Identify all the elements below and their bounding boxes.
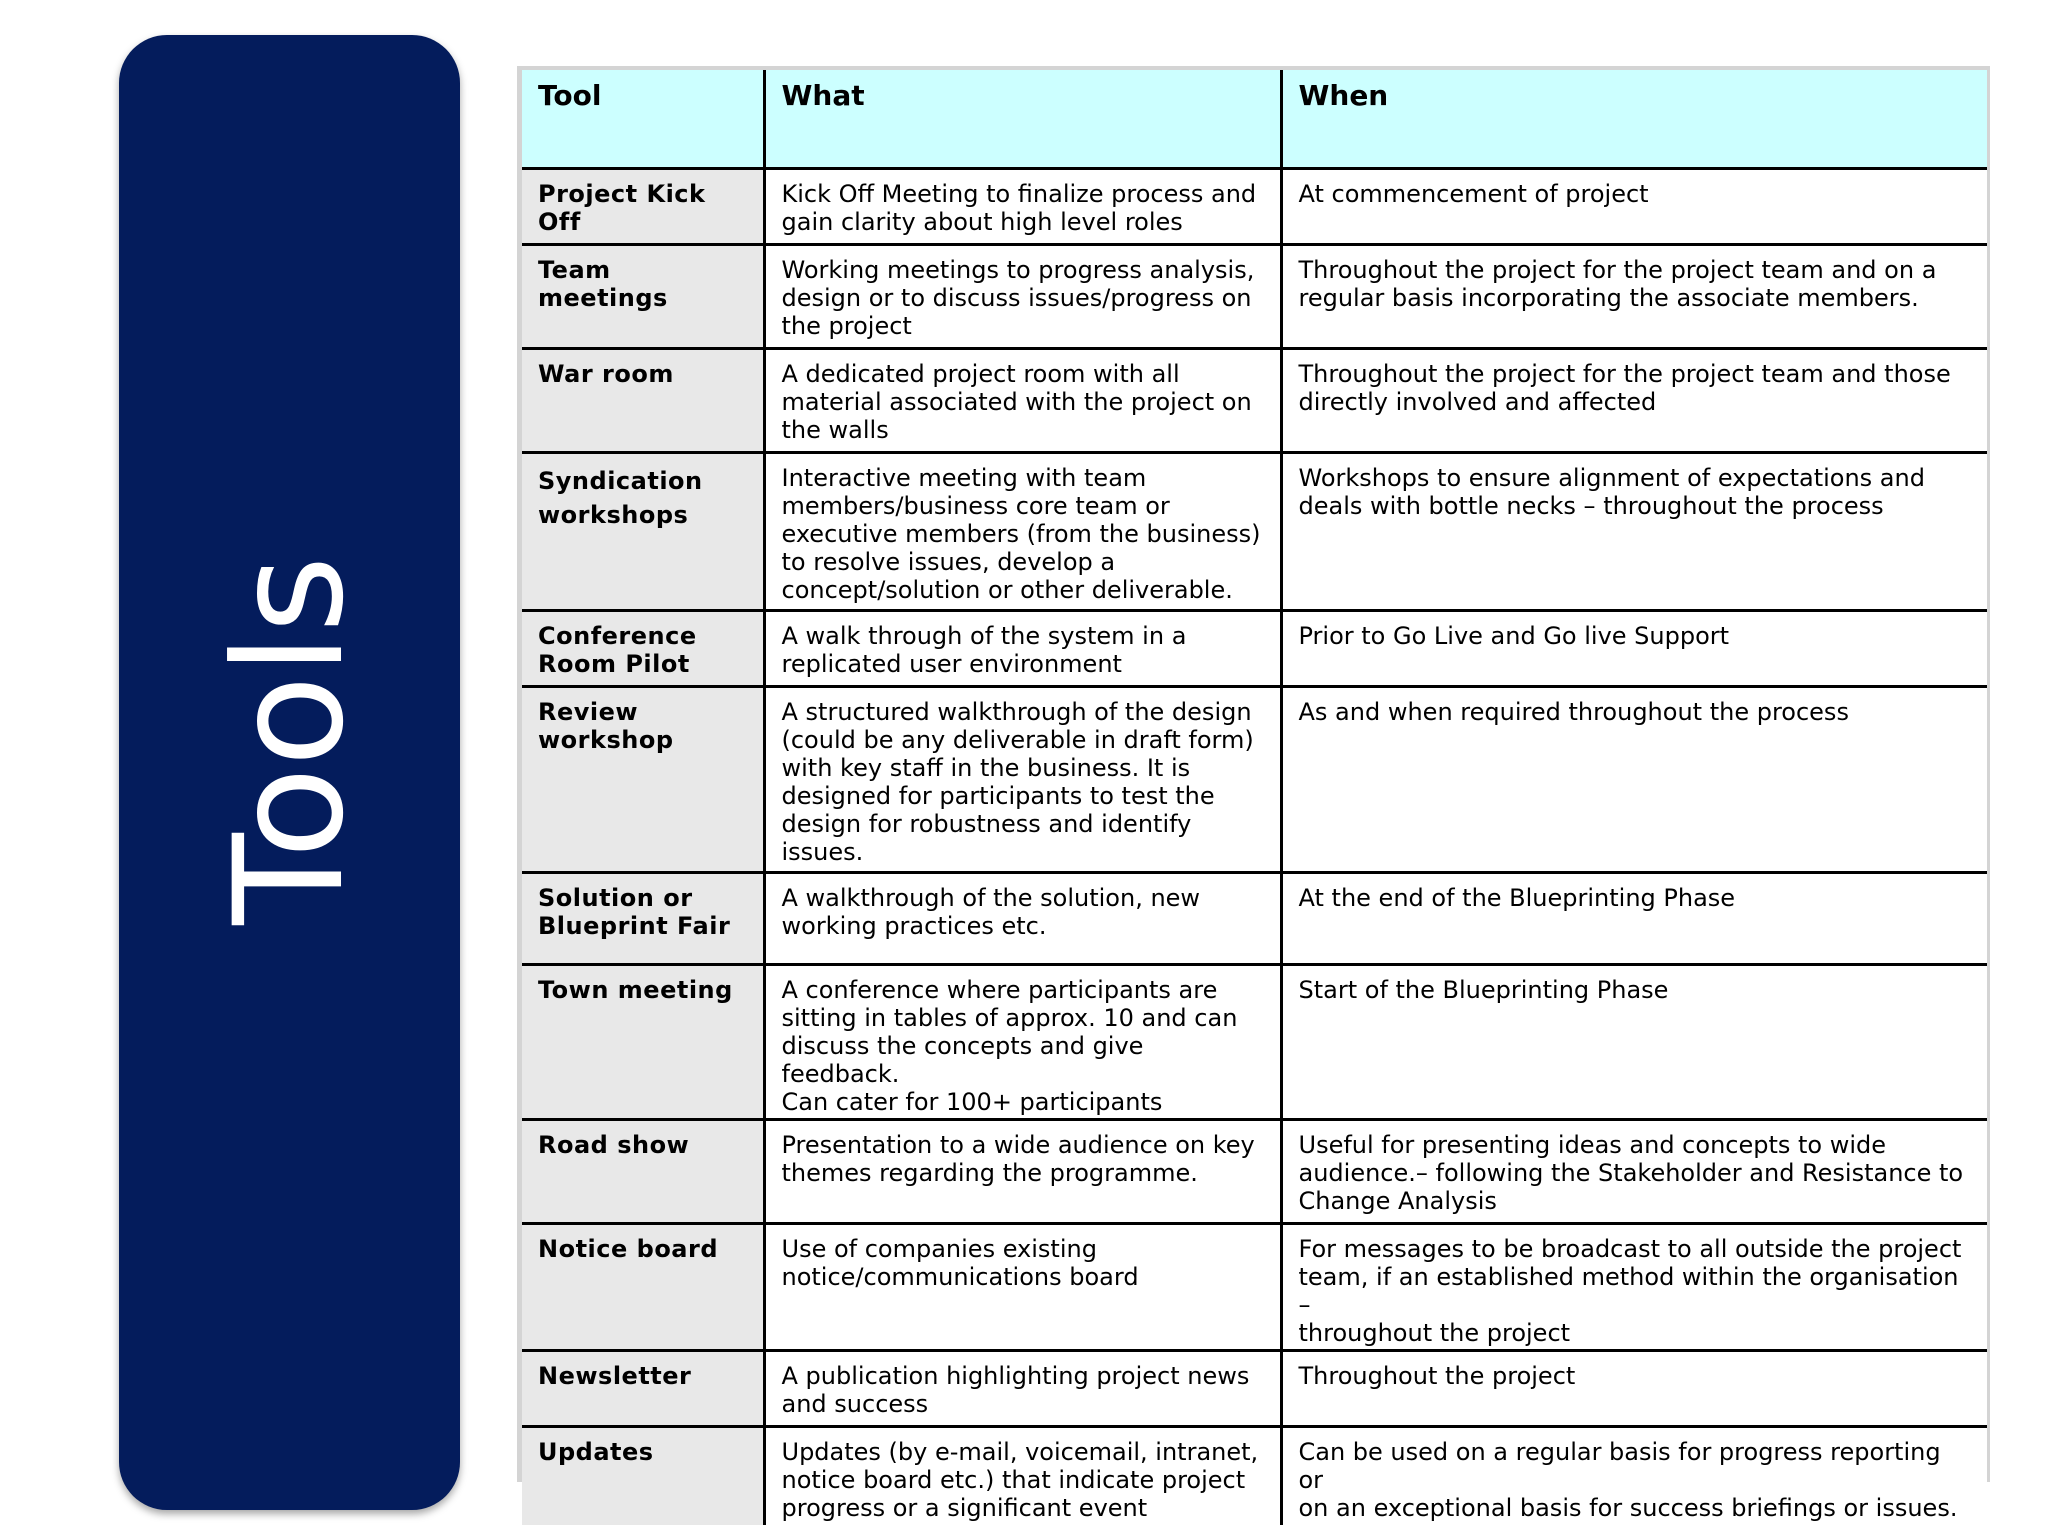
table-row [522,452,1987,610]
table-row [522,1223,1987,1350]
when-cell: Throughout the project for the project team and those directly involved and affected [1281,348,1987,452]
tool-cell: Newsletter [522,1350,764,1426]
header-tool: Tool [522,70,764,168]
table-row [522,244,1987,348]
header-when: When [1281,70,1987,168]
table-header-row [522,70,1987,168]
tool-cell: Notice board [522,1223,764,1350]
tool-cell: War room [522,348,764,452]
panel-title: Tools [203,555,377,925]
table-row [522,348,1987,452]
what-cell: A dedicated project room with all material associated with the project on the walls [764,348,1281,452]
when-cell: Useful for presenting ideas and concepts to wide audience.– following the Stakeholder and Resistance to Change Analysis [1281,1119,1987,1223]
when-cell: Start of the Blueprinting Phase [1281,964,1987,1119]
when-cell: For messages to be broadcast to all outside the project team, if an established method within the organisation – throughout the project [1281,1223,1987,1350]
when-cell: Workshops to ensure alignment of expectations and deals with bottle necks – throughout the process [1281,452,1987,610]
tools-table-frame [517,66,1990,1522]
table-row [522,1426,1987,1525]
what-cell: A publication highlighting project news and success [764,1350,1281,1426]
table-row [522,686,1987,872]
what-cell: Updates (by e-mail, voicemail, intranet, notice board etc.) that indicate project progress or a significant event [764,1426,1281,1525]
when-cell: Prior to Go Live and Go live Support [1281,610,1987,686]
when-cell: Throughout the project for the project team and on a regular basis incorporating the associate members. [1281,244,1987,348]
what-cell: A structured walkthrough of the design (could be any deliverable in draft form) with key staff in the business. It is designed for participants to test the design for robustness and identify issues. [764,686,1281,872]
tool-cell: Syndication workshops [522,452,764,610]
tool-cell: Conference Room Pilot [522,610,764,686]
what-cell: Working meetings to progress analysis, design or to discuss issues/progress on the project [764,244,1281,348]
what-cell: Presentation to a wide audience on key themes regarding the programme. [764,1119,1281,1223]
table-row [522,610,1987,686]
table-row [522,964,1987,1119]
table-row [522,1350,1987,1426]
when-cell: At the end of the Blueprinting Phase [1281,872,1987,964]
tool-cell: Review workshop [522,686,764,872]
table-row [522,168,1987,244]
tool-cell: Town meeting [522,964,764,1119]
what-cell: Interactive meeting with team members/business core team or executive members (from the business) to resolve issues, develop a concept/solution or other deliverable. [764,452,1281,610]
tool-cell: Project Kick Off [522,168,764,244]
tool-cell: Updates [522,1426,764,1525]
header-what: What [764,70,1281,168]
tool-cell: Solution or Blueprint Fair [522,872,764,964]
what-cell: A walkthrough of the solution, new working practices etc. [764,872,1281,964]
when-cell: Throughout the project [1281,1350,1987,1426]
when-cell: Can be used on a regular basis for progress reporting or on an exceptional basis for success briefings or issues. [1281,1426,1987,1525]
what-cell: Use of companies existing notice/communications board [764,1223,1281,1350]
tools-table [522,70,1987,1525]
table-row [522,872,1987,964]
what-cell: A walk through of the system in a replicated user environment [764,610,1281,686]
what-cell: A conference where participants are sitting in tables of approx. 10 and can discuss the concepts and give feedback. Can cater for 100+ participants [764,964,1281,1119]
table-row [522,1119,1987,1223]
tool-cell: Team meetings [522,244,764,348]
when-cell: As and when required throughout the process [1281,686,1987,872]
tool-cell: Road show [522,1119,764,1223]
what-cell: Kick Off Meeting to finalize process and gain clarity about high level roles [764,168,1281,244]
when-cell: At commencement of project [1281,168,1987,244]
